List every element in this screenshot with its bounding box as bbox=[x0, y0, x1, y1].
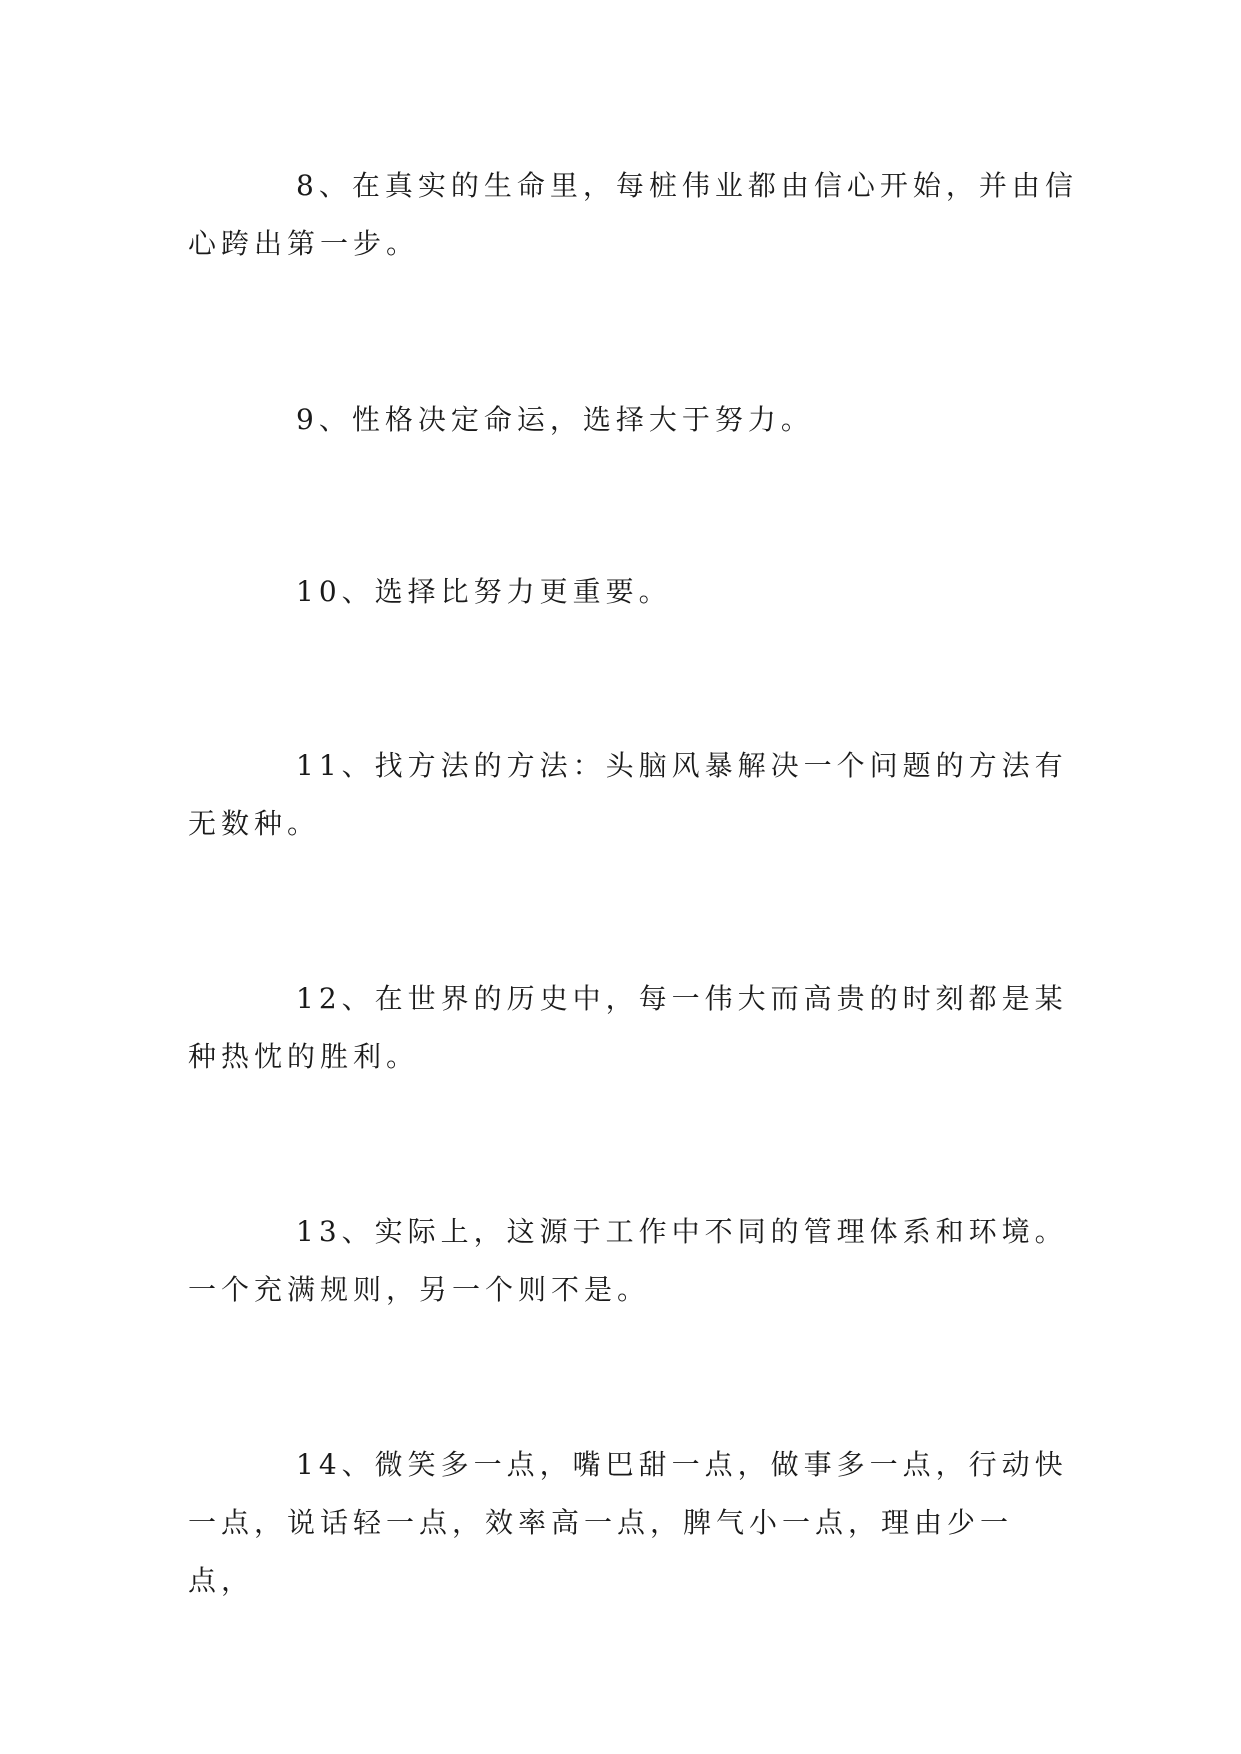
paragraph-9: 9、性格决定命运，选择大于努力。 bbox=[296, 403, 814, 436]
paragraph-11: 11、找方法的方法：头脑风暴解决一个问题的方法有无数种。 bbox=[188, 749, 1068, 840]
paragraph-10: 10、选择比努力更重要。 bbox=[296, 575, 672, 608]
paragraph-12: 12、在世界的历史中，每一伟大而高贵的时刻都是某种热忱的胜利。 bbox=[188, 982, 1068, 1073]
paragraph-13: 13、实际上，这源于工作中不同的管理体系和环境。一个充满规则，另一个则不是。 bbox=[188, 1215, 1068, 1306]
paragraph-8: 8、在真实的生命里，每桩伟业都由信心开始，并由信心跨出第一步。 bbox=[188, 169, 1078, 260]
paragraph-14: 14、微笑多一点，嘴巴甜一点，做事多一点，行动快一点，说话轻一点，效率高一点，脾气小一点，理由少一点， bbox=[188, 1448, 1068, 1597]
